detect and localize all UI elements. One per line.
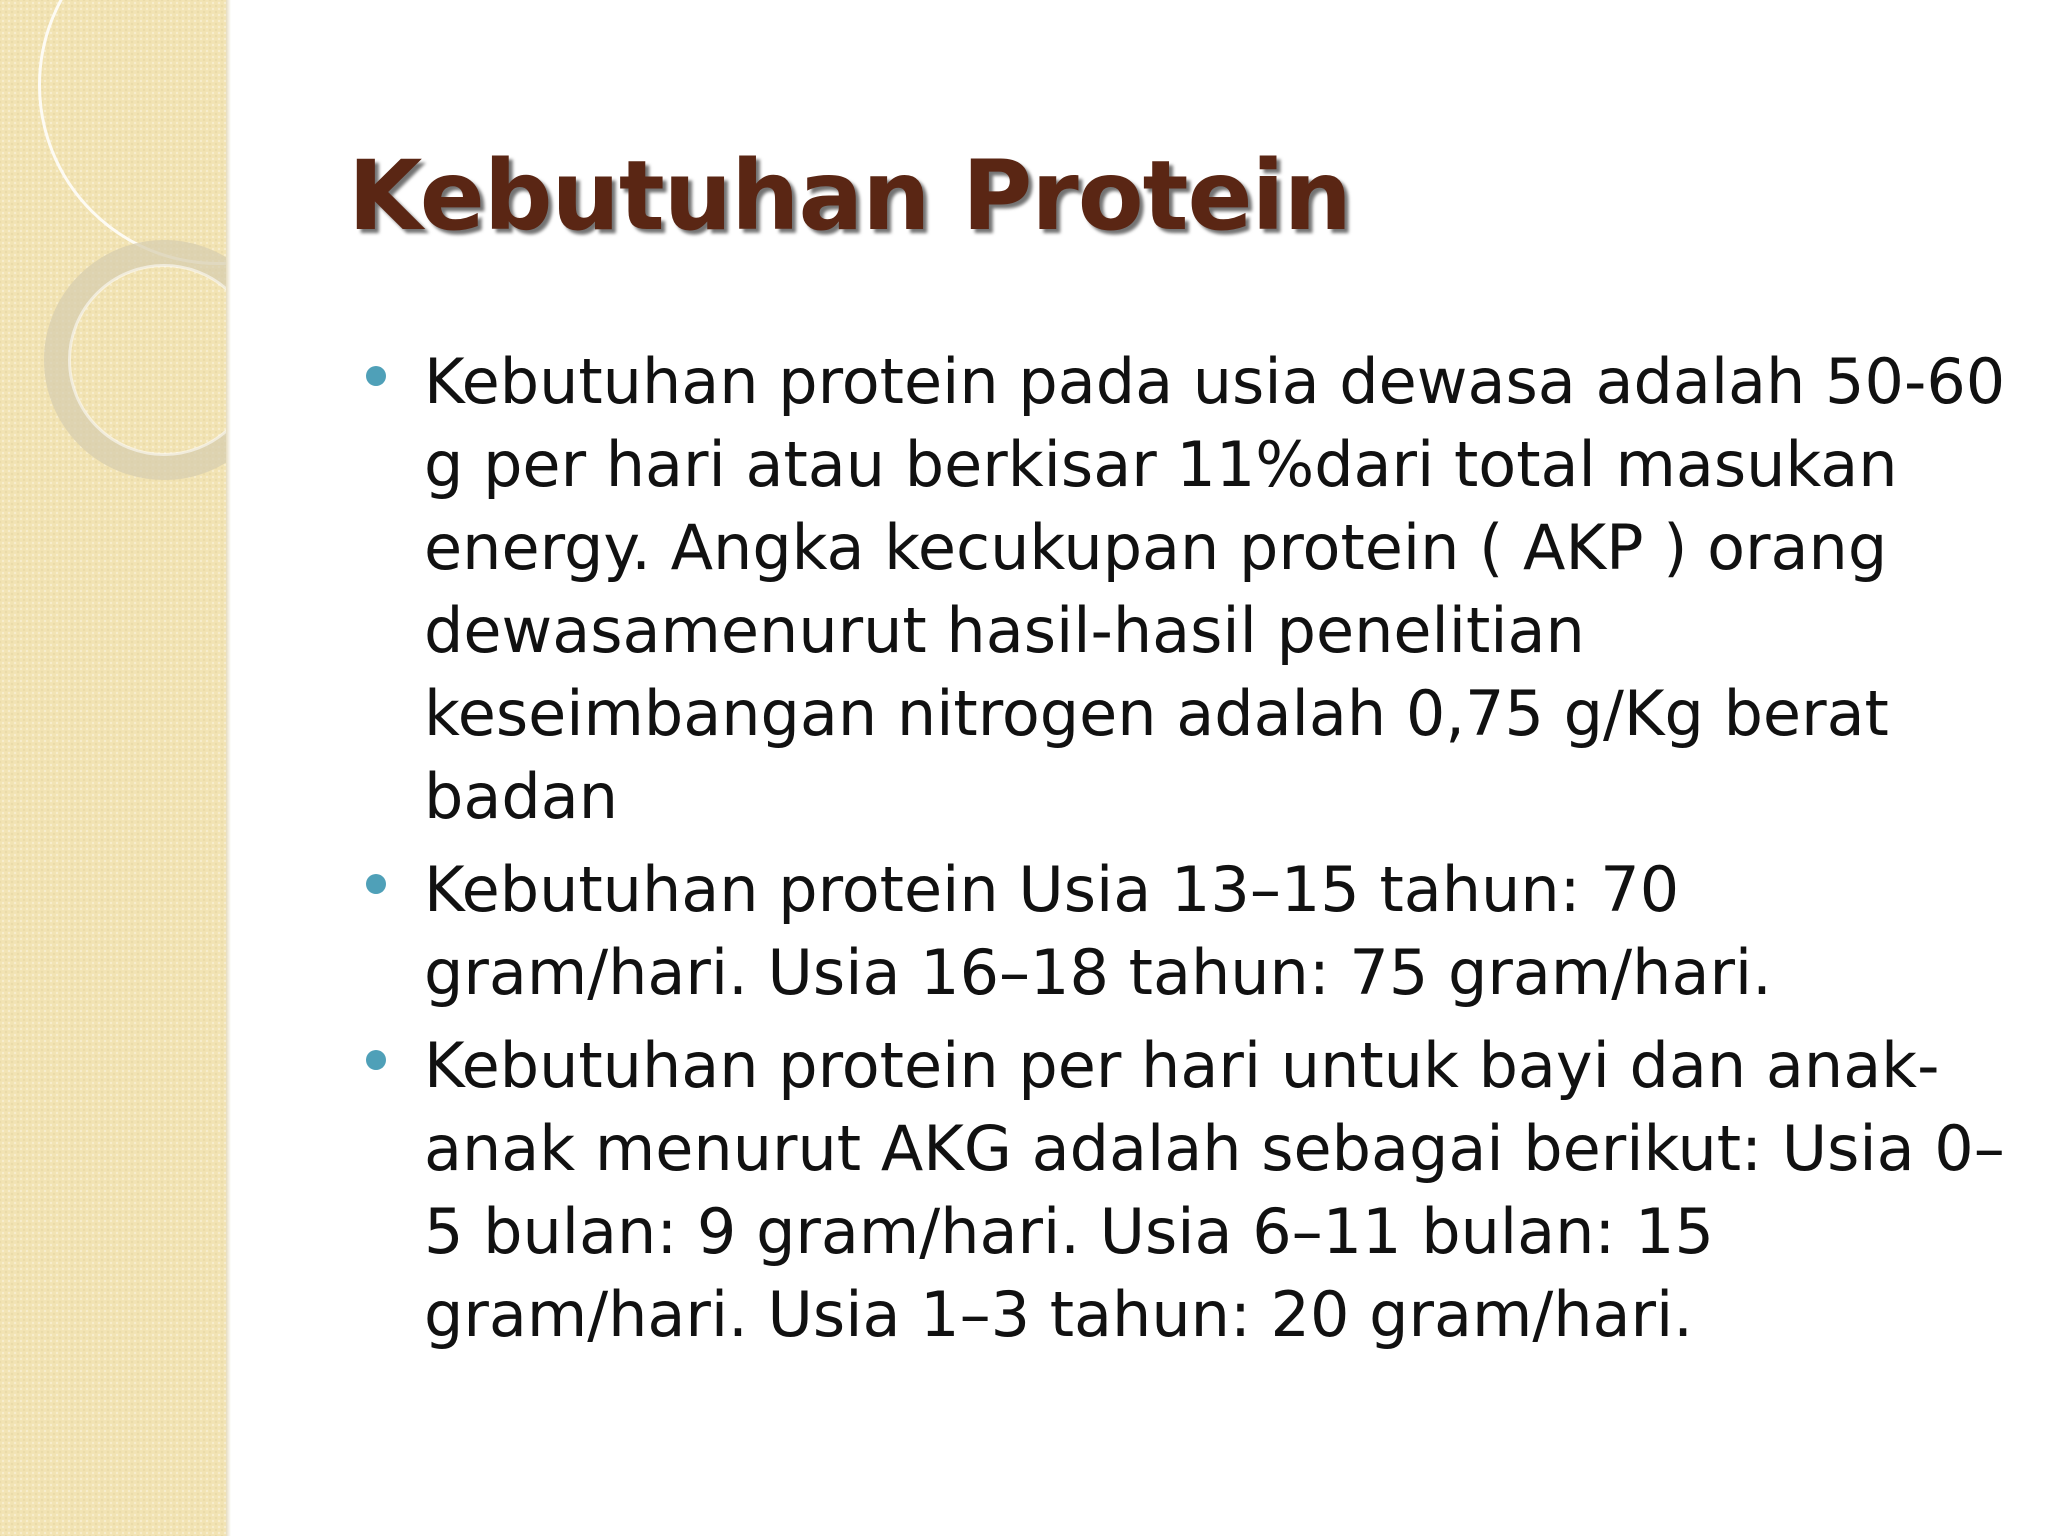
bullet-item <box>360 1024 2010 1356</box>
bullet-dot-icon <box>366 1050 386 1070</box>
bullet-list <box>360 340 2010 1366</box>
decorative-ring-large <box>38 0 226 265</box>
bullet-text: Kebutuhan protein Usia 13–15 tahun: 70 gram/hari. Usia 16–18 tahun: 75 gram/hari. <box>424 853 1772 1009</box>
bullet-text: Kebutuhan protein per hari untuk bayi dan anak-anak menurut AKG adalah sebagai berikut: Usia 0–5 bulan: 9 gram/hari. Usia 6–11 bulan: 15 gram/hari. Usia 1–3 tahun: 20 gram/hari. <box>424 1029 2005 1351</box>
bullet-item <box>360 848 2010 1014</box>
decorative-side-panel <box>0 0 226 1536</box>
bullet-dot-icon <box>366 874 386 894</box>
bullet-item <box>360 340 2010 838</box>
bullet-text: Kebutuhan protein pada usia dewasa adalah 50-60 g per hari atau berkisar 11%dari total masukan energy. Angka kecukupan protein ( AKP ) orang dewasamenurut hasil-hasil penelitian keseimbangan nitrogen adalah 0,75 g/Kg berat badan <box>424 345 2006 833</box>
bullet-dot-icon <box>366 366 386 386</box>
slide-title: Kebutuhan Protein <box>348 140 1351 252</box>
side-panel-edge <box>226 0 231 1536</box>
